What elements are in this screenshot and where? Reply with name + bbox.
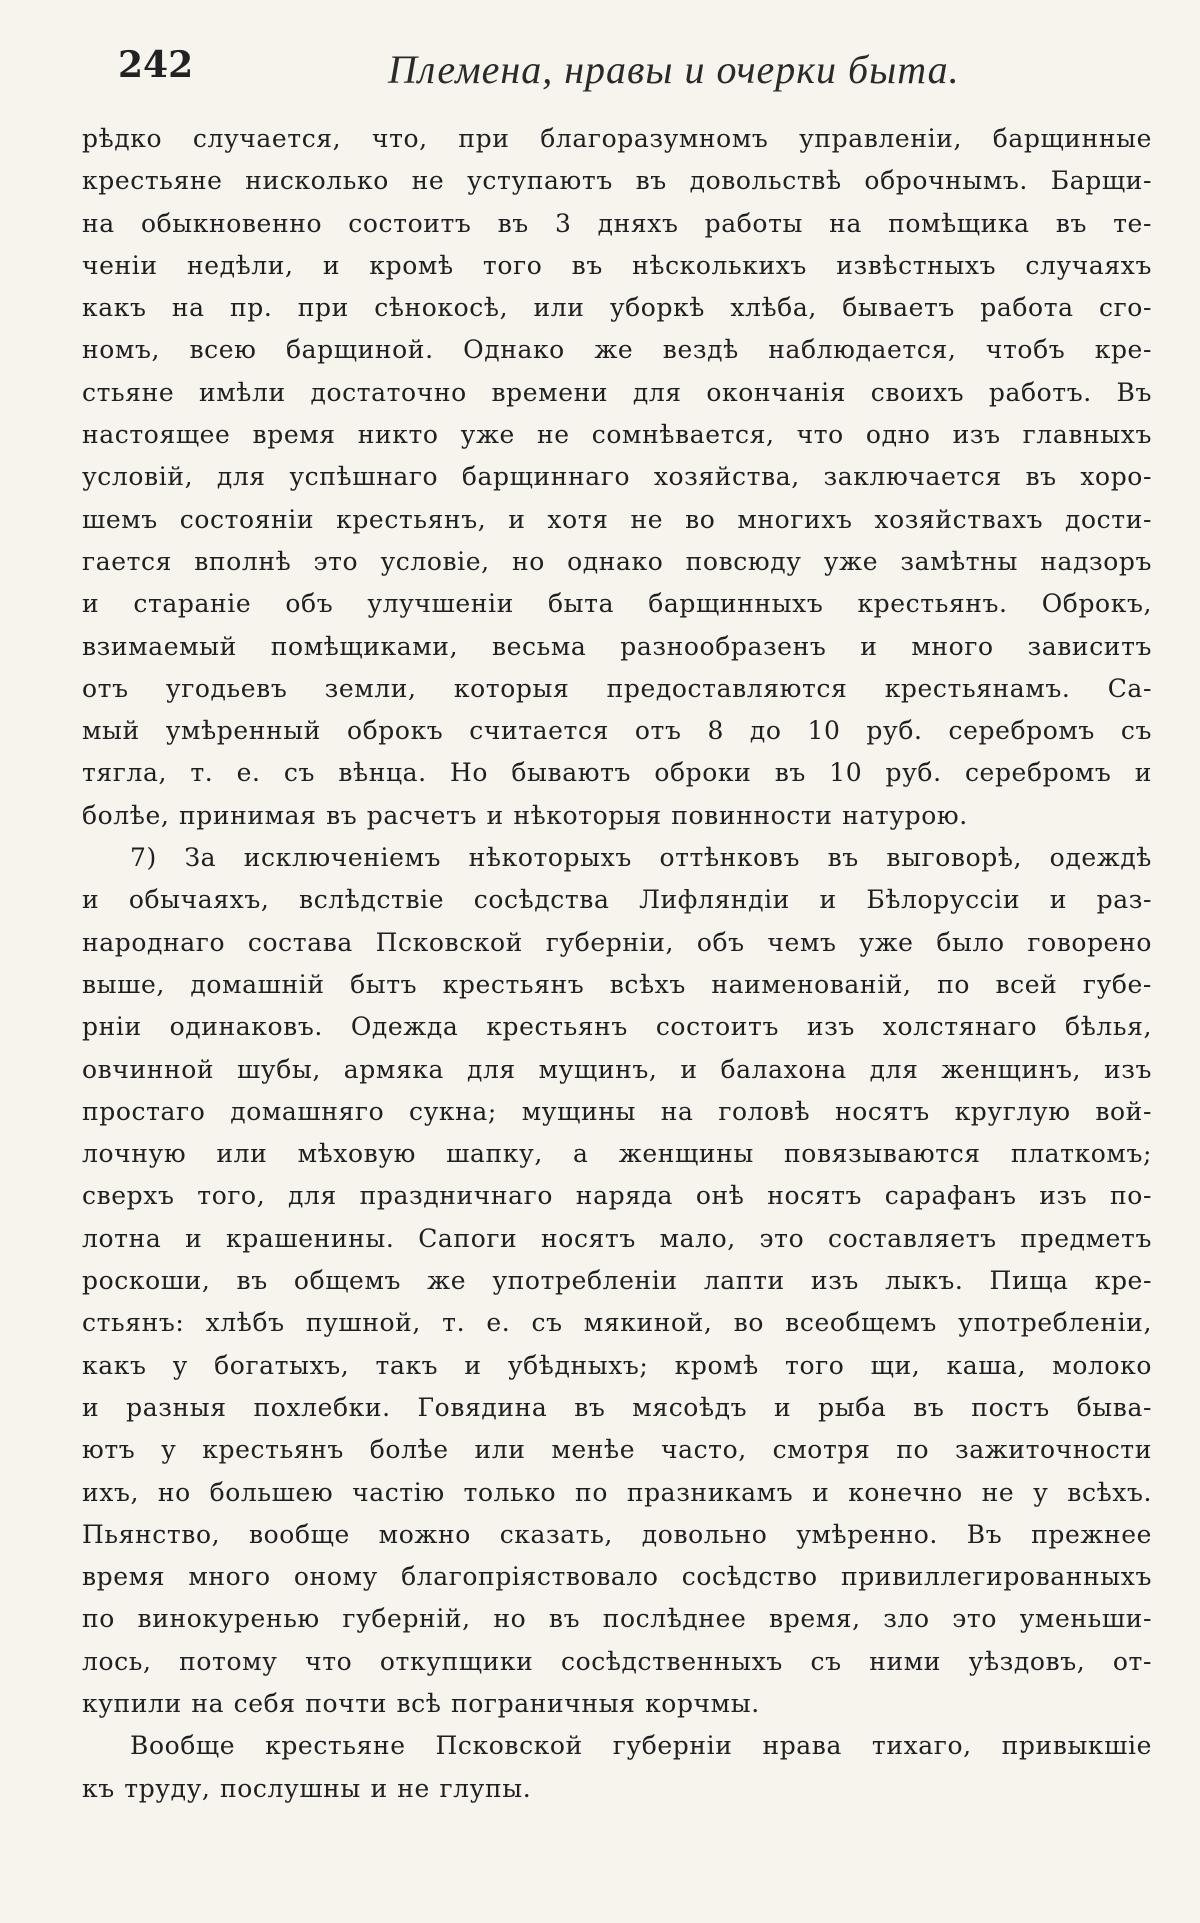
paragraph-first-line: 7) За исключеніемъ нѣкоторыхъ оттѣнковъ въ выговорѣ, одеждѣ	[130, 843, 1152, 873]
text-line: крестьяне нисколько не уступаютъ въ довольствѣ оброчнымъ. Барщи-	[82, 166, 1152, 196]
text-line: стьянъ: хлѣбъ пушной, т. е. съ мякиной, во всеобщемъ употребленіи,	[82, 1308, 1152, 1338]
text-line: рѣдко случается, что, при благоразумномъ управленіи, барщинные	[82, 124, 1152, 153]
paragraph-first-line: Вообще крестьяне Псковской губерніи нрава тихаго, привыкшіе	[130, 1731, 1152, 1761]
text-line: какъ на пр. при сѣнокосѣ, или уборкѣ хлѣба, бываетъ работа сго-	[82, 293, 1152, 323]
text-line: Пьянство, вообще можно сказать, довольно умѣренно. Въ прежнее	[82, 1519, 1152, 1549]
text-line: роскоши, въ общемъ же употребленіи лапти изъ лыкъ. Пища кре-	[82, 1266, 1152, 1296]
text-line: лочную или мѣховую шапку, а женщины повязываются платкомъ;	[82, 1139, 1152, 1169]
text-line: рніи одинаковъ. Одежда крестьянъ состоитъ изъ холстянаго бѣлья,	[82, 1012, 1152, 1042]
text-line: время много оному благопріяствовало сосѣдство привиллегированныхъ	[82, 1562, 1152, 1592]
text-line: по винокуренью губерній, но въ послѣднее время, зло это уменьши-	[82, 1604, 1152, 1634]
text-line: отъ угодьевъ земли, которыя предоставляются крестьянамъ. Са-	[82, 673, 1152, 703]
text-line: сверхъ того, для праздничнаго наряда онѣ носятъ сарафанъ изъ по-	[82, 1181, 1152, 1211]
text-line: шемъ состояніи крестьянъ, и хотя не во многихъ хозяйствахъ дости-	[82, 504, 1152, 534]
page-number: 242	[118, 44, 194, 86]
text-line: настоящее время никто уже не сомнѣвается, что одно изъ главныхъ	[82, 420, 1152, 450]
text-line: на обыкновенно состоитъ въ 3 дняхъ работы на помѣщика въ те-	[82, 208, 1152, 238]
text-line: мый умѣренный оброкъ считается отъ 8 до 10 руб. серебромъ съ	[82, 716, 1152, 746]
running-title: Племена, нравы и очерки быта.	[388, 47, 960, 92]
text-line: къ труду, послушны и не глупы.	[82, 1773, 532, 1803]
text-line: болѣе, принимая въ расчетъ и нѣкоторыя повинности натурою.	[82, 800, 968, 830]
text-line: простаго домашняго сукна; мущины на головѣ носятъ круглую вой-	[82, 1096, 1152, 1126]
text-line: и обычаяхъ, вслѣдствіе сосѣдства Лифляндіи и Бѣлоруссіи и раз-	[82, 885, 1152, 915]
text-line: лотна и крашенины. Сапоги носятъ мало, это составляетъ предметъ	[82, 1223, 1152, 1253]
text-line: какъ у богатыхъ, такъ и убѣдныхъ; кромѣ того щи, каша, молоко	[82, 1350, 1152, 1380]
text-line: условій, для успѣшнаго барщиннаго хозяйства, заключается въ хоро-	[82, 462, 1152, 492]
text-line: гается вполнѣ это условіе, но однако повсюду уже замѣтны надзоръ	[82, 546, 1152, 576]
text-line: лось, потому что откупщики сосѣдственныхъ съ ними уѣздовъ, от-	[82, 1646, 1152, 1676]
body-text	[82, 118, 1152, 1810]
text-line: выше, домашній бытъ крестьянъ всѣхъ наименованій, по всей губе-	[82, 969, 1152, 999]
text-line: и стараніе объ улучшеніи быта барщинныхъ крестьянъ. Оброкъ,	[82, 589, 1152, 619]
page-header	[118, 36, 1158, 96]
text-line: народнаго состава Псковской губерніи, объ чемъ уже было говорено	[82, 927, 1152, 957]
text-line: купили на себя почти всѣ пограничныя корчмы.	[82, 1688, 760, 1718]
text-line: ютъ у крестьянъ болѣе или менѣе часто, смотря по зажиточности	[82, 1435, 1152, 1465]
text-line: овчинной шубы, армяка для мущинъ, и балахона для женщинъ, изъ	[82, 1054, 1152, 1084]
text-line: и разныя похлебки. Говядина въ мясоѣдъ и рыба въ постъ быва-	[82, 1392, 1152, 1422]
text-line: ихъ, но большею частію только по празникамъ и конечно не у всѣхъ.	[82, 1477, 1152, 1507]
text-line: тягла, т. е. съ вѣнца. Но бываютъ оброки въ 10 руб. серебромъ и	[82, 758, 1152, 788]
text-line: взимаемый помѣщиками, весьма разнообразенъ и много зависитъ	[82, 631, 1152, 661]
text-line: номъ, всею барщиной. Однако же вездѣ наблюдается, чтобъ кре-	[82, 335, 1152, 365]
text-line: ченіи недѣли, и кромѣ того въ нѣсколькихъ извѣстныхъ случаяхъ	[82, 250, 1152, 280]
text-line: стьяне имѣли достаточно времени для окончанія своихъ работъ. Въ	[82, 377, 1152, 407]
